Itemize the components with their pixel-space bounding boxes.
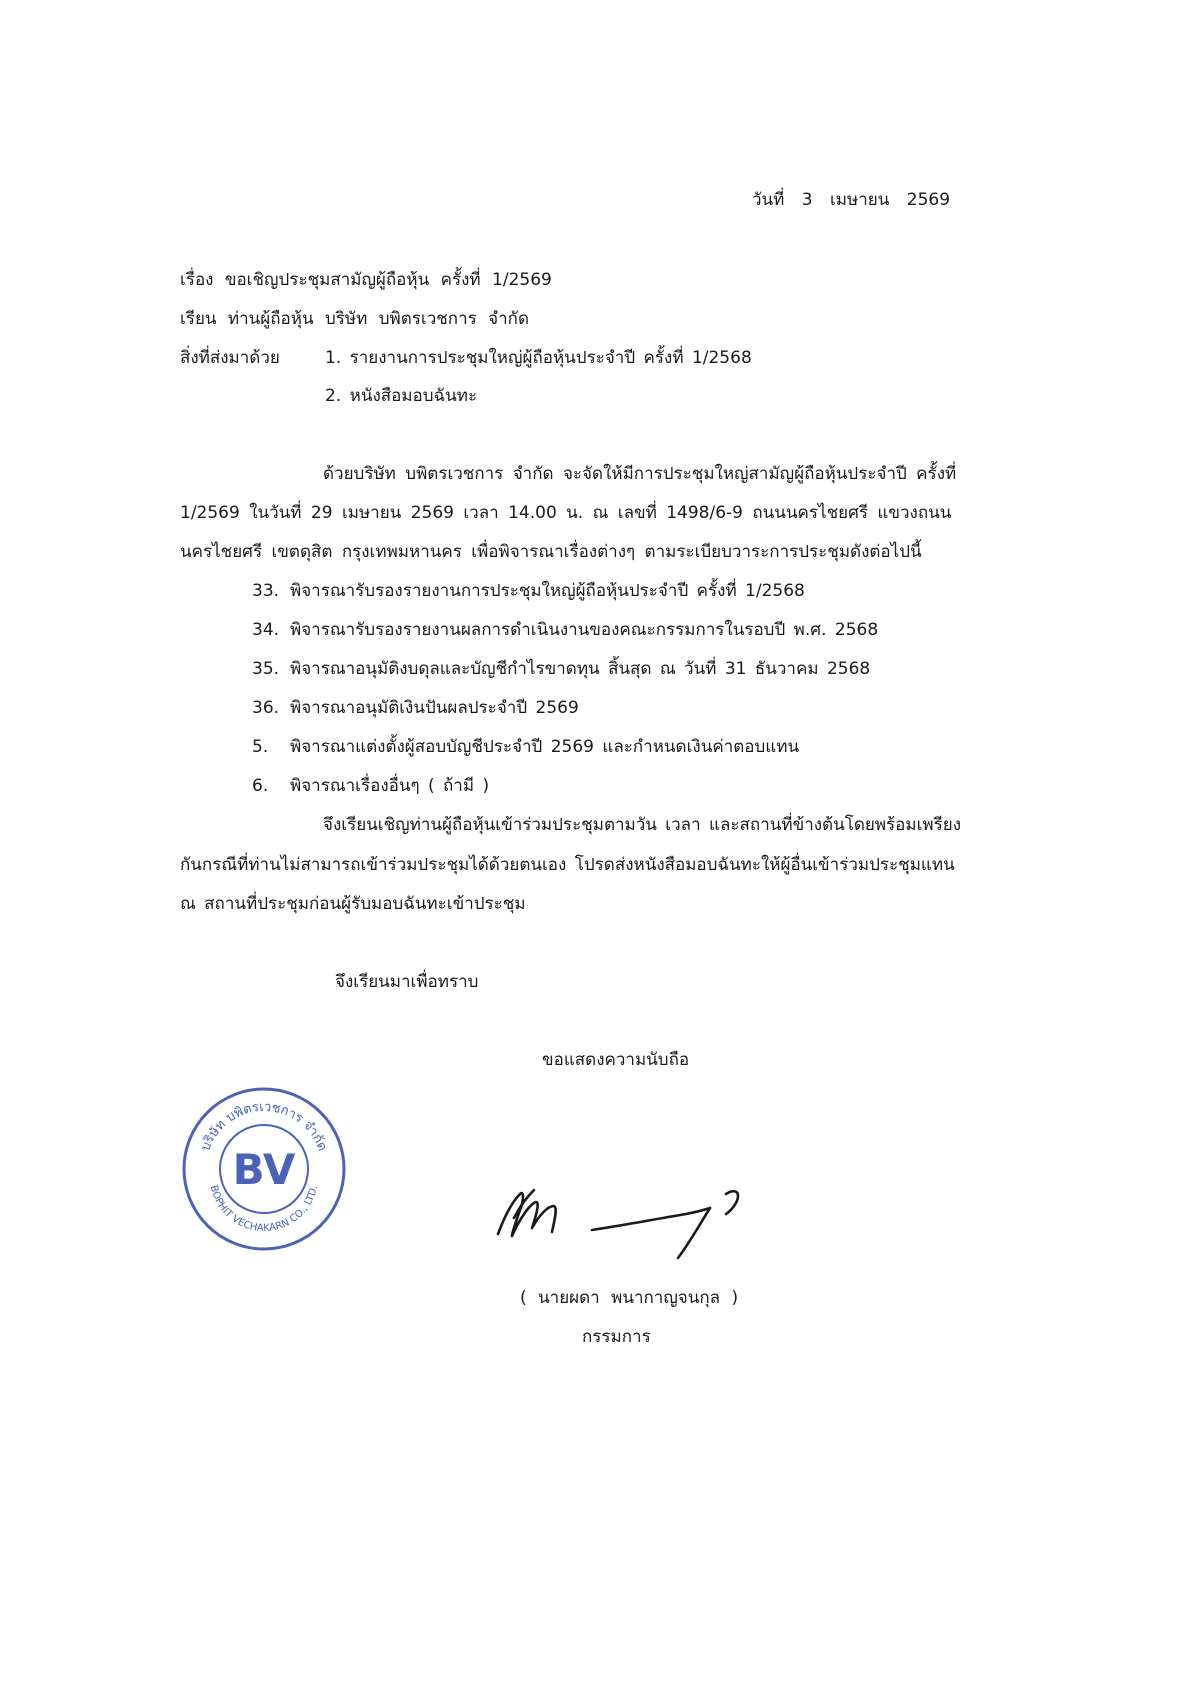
enclosure-item: 1. รายงานการประชุมใหญ่ผู้ถือหุ้นประจำปี ครั้งที่ 1/2568 [325,348,752,368]
agenda-number: 36. [252,698,280,718]
agenda-number: 34. [252,620,280,640]
stamp-thai-name: บริษัท บพิตรเวชการ จำกัด [198,1099,330,1154]
letter-subject: เรื่อง ขอเชิญประชุมสามัญผู้ถือหุ้น ครั้งที่ 1/2569 [180,270,552,290]
agenda-number: 5. [252,737,269,757]
body-paragraph-line: ณ สถานที่ประชุมก่อนผู้รับมอบฉันทะเข้าประชุม [180,894,526,914]
agenda-number: 33. [252,581,280,601]
complimentary-close: ขอแสดงความนับถือ [542,1050,690,1070]
agenda-number: 6. [252,776,269,796]
agenda-item: พิจารณาแต่งตั้งผู้สอบบัญชีประจำปี 2569 และกำหนดเงินค่าตอบแทน [290,737,800,757]
body-paragraph-line: นครไชยศรี เขตดุสิต กรุงเทพมหานคร เพื่อพิจารณาเรื่องต่างๆ ตามระเบียบวาระการประชุมดังต่อไปนี้ [180,542,922,562]
agenda-item: พิจารณาอนุมัติงบดุลและบัญชีกำไรขาดทุน สิ้นสุด ณ วันที่ 31 ธันวาคม 2568 [290,659,871,679]
agenda-item: พิจารณาอนุมัติเงินปันผลประจำปี 2569 [290,698,579,718]
agenda-item: พิจารณารับรองรายงานผลการดำเนินงานของคณะกรรมการในรอบปี พ.ศ. 2568 [290,620,879,640]
body-paragraph-line: 1/2569 ในวันที่ 29 เมษายน 2569 เวลา 14.00 น. ณ เลขที่ 1498/6-9 ถนนนครไชยศรี แขวงถนน [180,503,952,523]
company-stamp [180,1085,348,1253]
signer-name: ( นายผดา พนากาญจนกุล ) [520,1288,739,1308]
enclosures-label: สิ่งที่ส่งมาด้วย [180,348,280,368]
letter-salutation: เรียน ท่านผู้ถือหุ้น บริษัท บพิตรเวชการ จำกัด [180,309,530,329]
enclosure-item: 2. หนังสือมอบฉันทะ [325,386,478,406]
body-paragraph-line: ด้วยบริษัท บพิตรเวชการ จำกัด จะจัดให้มีการประชุมใหญ่สามัญผู้ถือหุ้นประจำปี ครั้งที่ [323,464,957,484]
stamp-monogram: BV [232,1145,296,1194]
body-paragraph-line: กันกรณีที่ท่านไม่สามารถเข้าร่วมประชุมได้ด้วยตนเอง โปรดส่งหนังสือมอบฉันทะให้ผู้อื่นเข้าร่วมประชุมแทน [180,855,955,875]
signer-position: กรรมการ [582,1327,651,1347]
agenda-item: พิจารณาเรื่องอื่นๆ ( ถ้ามี ) [290,776,490,796]
agenda-item: พิจารณารับรองรายงานการประชุมใหญ่ผู้ถือหุ้นประจำปี ครั้งที่ 1/2568 [290,581,805,601]
agenda-number: 35. [252,659,280,679]
stamp-english-name: BOPHIT VECHAKARN CO., LTD. [207,1184,321,1235]
handwritten-signature [490,1160,770,1270]
body-paragraph-line: จึงเรียนเชิญท่านผู้ถือหุ้นเข้าร่วมประชุมตามวัน เวลา และสถานที่ข้างต้นโดยพร้อมเพรียง [323,815,961,835]
closing-line: จึงเรียนมาเพื่อทราบ [335,972,479,992]
letter-date: วันที่ 3 เมษายน 2569 [752,190,951,210]
